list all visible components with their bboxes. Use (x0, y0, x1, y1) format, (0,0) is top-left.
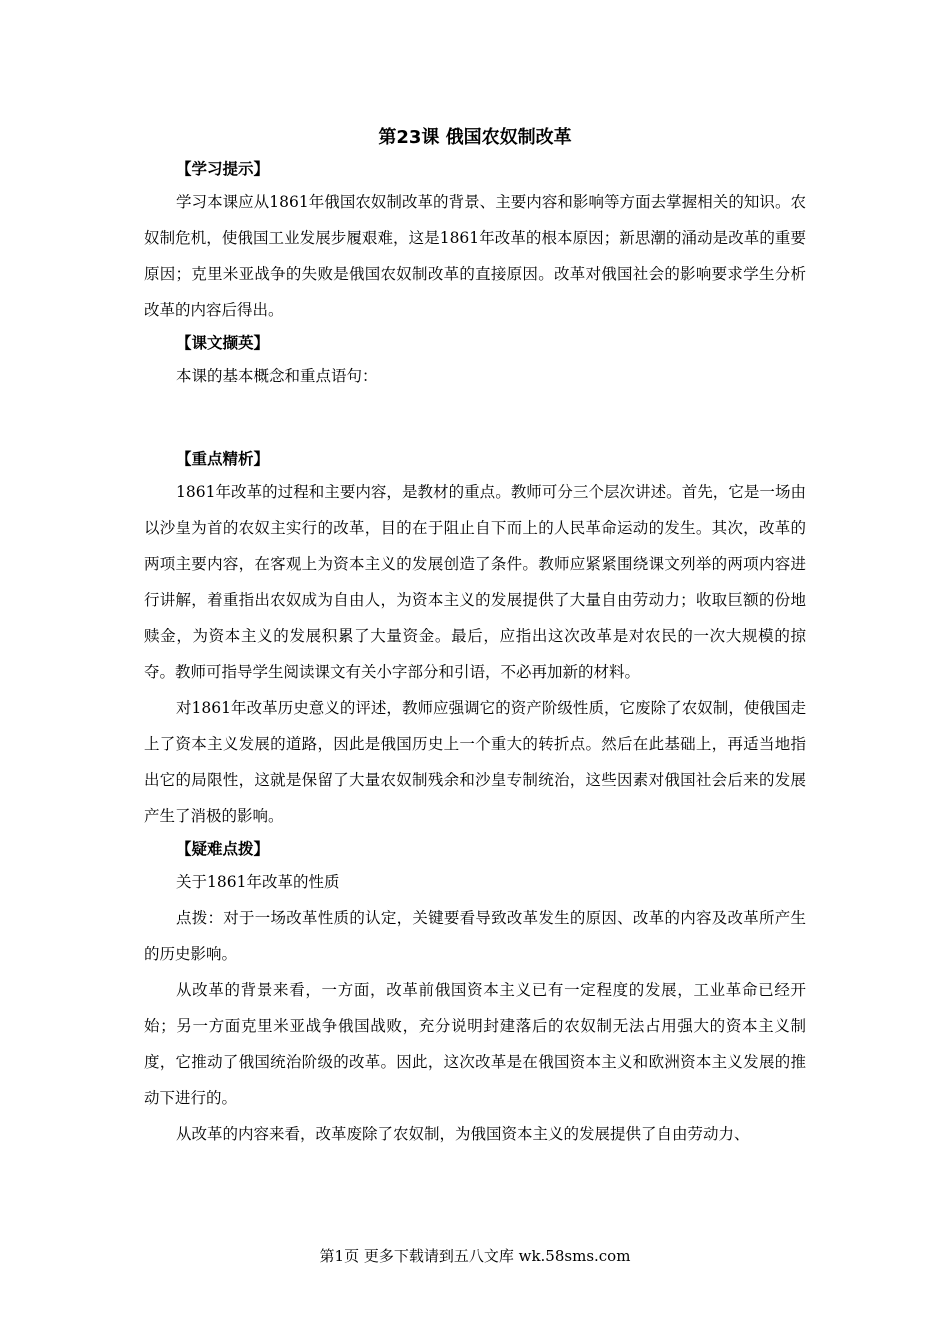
paragraph: 关于1861年改革的性质 (176, 873, 340, 891)
section-heading: 【课文撷英】 (176, 334, 270, 352)
document-body (144, 124, 806, 1152)
section-tips (144, 154, 806, 328)
blank-space (144, 394, 806, 444)
paragraph: 对1861年改革历史意义的评述，教师应强调它的资产阶级性质，它废除了农奴制，使俄国走上了资本主义发展的道路，因此是俄国历史上一个重大的转折点。然后在此基础上，再适当地指出它的局限性，这就是保留了大量农奴制残余和沙皇专制统治，这些因素对俄国社会后来的发展产生了消极的影响。 (144, 699, 806, 825)
section-excerpt (144, 328, 806, 444)
paragraph: 本课的基本概念和重点语句： (176, 367, 378, 385)
page-footer: 第1页 更多下载请到五八文库 wk.58sms.com (319, 1247, 631, 1265)
page-title: 第23课 俄国农奴制改革 (378, 127, 572, 148)
paragraph: 1861年改革的过程和主要内容，是教材的重点。教师可分三个层次讲述。首先，它是一场由以沙皇为首的农奴主实行的改革，目的在于阻止自下而上的人民革命运动的发生。其次，改革的两项主要内容，在客观上为资本主义的发展创造了条件。教师应紧紧围绕课文列举的两项内容进行讲解，着重指出农奴成为自由人，为资本主义的发展提供了大量自由劳动力；收取巨额的份地赎金，为资本主义的发展积累了大量资金。最后，应指出这次改革是对农民的一次大规模的掠夺。教师可指导学生阅读课文有关小字部分和引语，不必再加新的材料。 (144, 483, 806, 681)
section-heading: 【疑难点拨】 (176, 840, 270, 858)
section-heading: 【学习提示】 (176, 160, 270, 178)
paragraph: 从改革的背景来看，一方面，改革前俄国资本主义已有一定程度的发展，工业革命已经开始；另一方面克里米亚战争俄国战败，充分说明封建落后的农奴制无法占用强大的资本主义制度，它推动了俄国统治阶级的改革。因此，这次改革是在俄国资本主义和欧洲资本主义发展的推动下进行的。 (144, 981, 806, 1107)
section-heading: 【重点精析】 (176, 450, 270, 468)
section-difficulty (144, 834, 806, 1152)
paragraph: 从改革的内容来看，改革废除了农奴制，为俄国资本主义的发展提供了自由劳动力、 (176, 1125, 750, 1143)
paragraph: 学习本课应从1861年俄国农奴制改革的背景、主要内容和影响等方面去掌握相关的知识。农奴制危机，使俄国工业发展步履艰难，这是1861年改革的根本原因；新思潮的涌动是改革的重要原因；克里米亚战争的失败是俄国农奴制改革的直接原因。改革对俄国社会的影响要求学生分析改革的内容后得出。 (144, 193, 806, 319)
paragraph: 点拨：对于一场改革性质的认定，关键要看导致改革发生的原因、改革的内容及改革所产生的历史影响。 (144, 909, 806, 963)
section-analysis (144, 444, 806, 834)
